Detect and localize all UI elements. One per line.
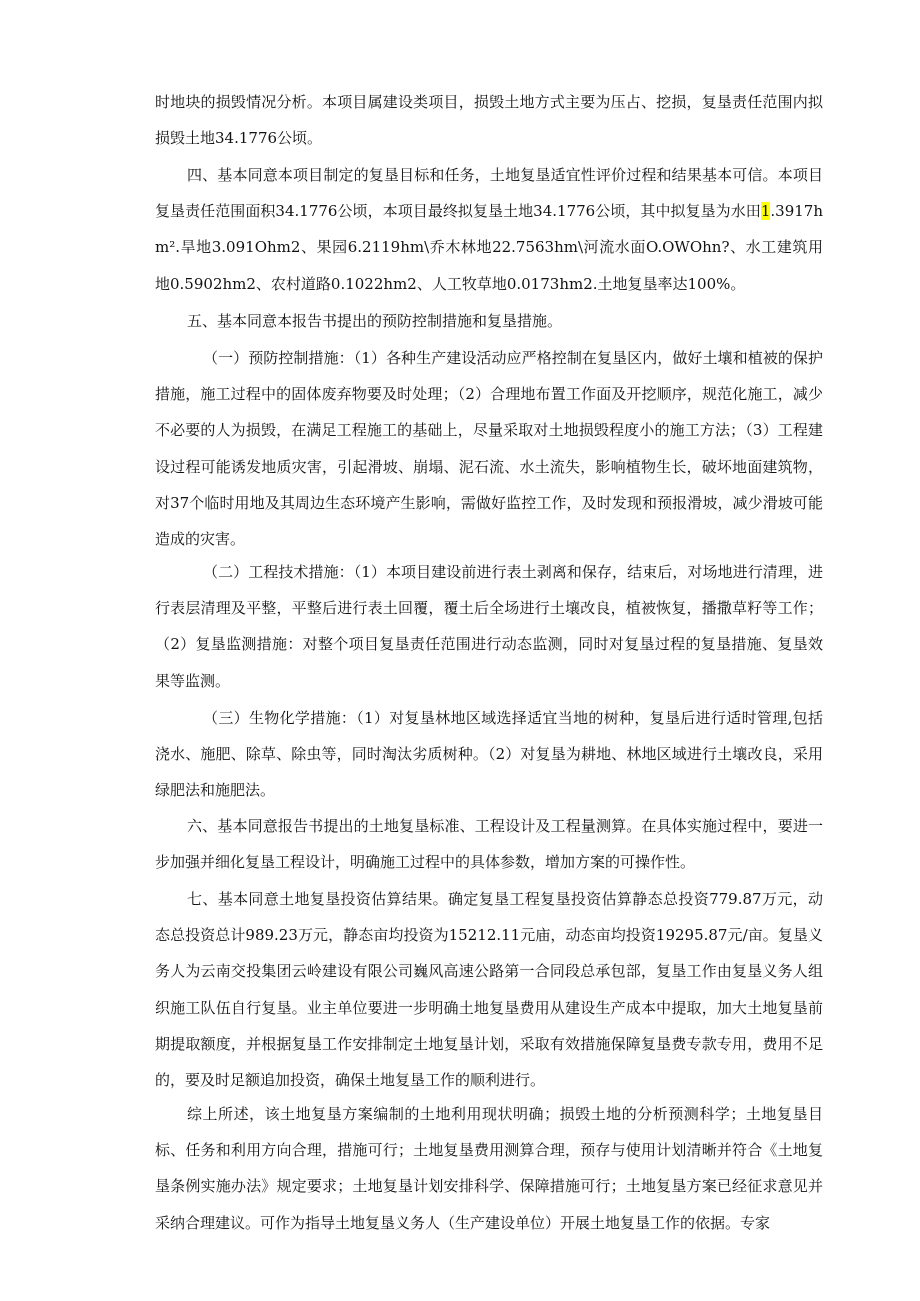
highlighted-text: 1 xyxy=(760,202,771,221)
paragraph-item-four xyxy=(155,157,823,302)
paragraph-item-four-text-b: .3917hm².旱地3.091Ohm2、果园6.2119hm\乔木林地22.7563hm\河流水面O.OWOhn?、水工建筑用地0.5902hm2、农村道路0.1022hm2、人工牧草地0.0173hm2.土地复垦率达100%。 xyxy=(155,202,823,293)
paragraph-conclusion: 综上所述，该土地复垦方案编制的土地利用现状明确；损毁土地的分析预测科学；土地复垦目标、任务和利用方向合理，措施可行；土地复垦费用测算合理，预存与使用计划清晰并符合《土地复垦条例实施办法》规定要求；土地复垦计划安排科学、保障措施可行；土地复垦方案已经征求意见并采纳合理建议。可作为指导土地复垦义务人（生产建设单位）开展土地复垦工作的依据。专家 xyxy=(155,1105,823,1232)
paragraph-prevention-measures: （一）预防控制措施：（1）各种生产建设活动应严格控制在复垦区内，做好土壤和植被的保护措施，施工过程中的固体废弃物要及时处理；（2）合理地布置工作面及开挖顺序，规范化施工，减少不必要的人为损毁，在满足工程施工的基础上，尽量采取对土地损毁程度小的施工方法；（3）工程建设过程可能诱发地质灾害，引起滑坡、崩塌、泥石流、水土流失，影响植物生长，破坏地面建筑物，对37个临时用地及其周边生态环境产生影响，需做好监控工作，及时发现和预报滑坡，减少滑坡可能造成的灾害。 xyxy=(155,349,823,549)
paragraph-item-four-text-a: 四、基本同意本项目制定的复垦目标和任务，土地复垦适宜性评价过程和结果基本可信。本项目复垦责任范围面积34.1776公顷，本项目最终拟复垦土地34.1776公顷，其中拟复垦为水田 xyxy=(155,166,823,221)
paragraph-item-seven: 七、基本同意土地复垦投资估算结果。确定复垦工程复垦投资估算静态总投资779.87万元，动态总投资总计989.23万元，静态亩均投资为15212.11元庙，动态亩均投资19295.87元/亩。复垦义务人为云南交投集团云岭建设有限公司巍风高速公路第一合同段总承包部，复垦工作由复垦义务人组织施工队伍自行复垦。业主单位要进一步明确土地复垦费用从建设生产成本中提取，加大土地复垦前期提取额度，并根据复垦工作安排制定土地复垦计划，采取有效措施保障复垦费专款专用，费用不足的，要及时足额追加投资，确保土地复垦工作的顺利进行。 xyxy=(155,890,823,1090)
paragraph-item-six: 六、基本同意报告书提出的土地复垦标准、工程设计及工程量测算。在具体实施过程中，要进一步加强并细化复垦工程设计，明确施工过程中的具体参数，增加方案的可操作性。 xyxy=(155,817,823,872)
paragraph-biochemical-measures: （三）生物化学措施：（1）对复垦林地区域选择适宜当地的树种，复垦后进行适时管理,包括浇水、施肥、除草、除虫等，同时淘汰劣质树种。（2）对复垦为耕地、林地区域进行土壤改良，采用绿肥法和施肥法。 xyxy=(155,709,823,800)
paragraph-damage-analysis: 时地块的损毁情况分析。本项目属建设类项目，损毁土地方式主要为压占、挖损，复垦责任范围内拟损毁土地34.1776公顷。 xyxy=(155,93,823,148)
paragraph-engineering-measures: （二）工程技术措施：（1）本项目建设前进行表土剥离和保存，结束后，对场地进行清理，进行表层清理及平整，平整后进行表土回覆，覆土后全场进行土壤改良，植被恢复，播撒草籽等工作；（2）复垦监测措施：对整个项目复垦责任范围进行动态监测，同时对复垦过程的复垦措施、复垦效果等监测。 xyxy=(155,563,823,690)
paragraph-item-five: 五、基本同意本报告书提出的预防控制措施和复垦措施。 xyxy=(187,312,563,330)
